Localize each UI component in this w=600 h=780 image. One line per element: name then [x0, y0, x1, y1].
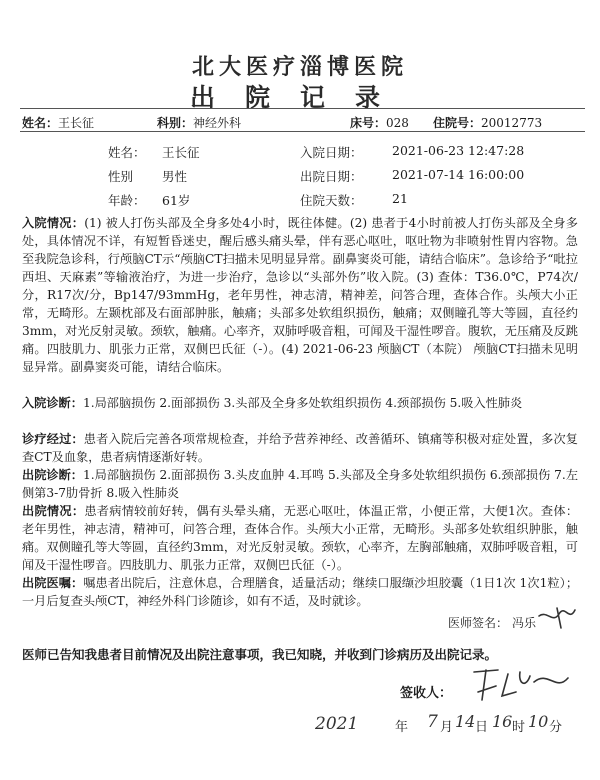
info-name-value: 王长征 [162, 145, 200, 160]
handwritten-hour: 16 [492, 712, 513, 731]
day-char: 日 [475, 720, 489, 735]
info-discharge-date-label: 出院日期： [300, 169, 363, 184]
doctor-signature-label: 医师签名： [448, 616, 509, 630]
admission-diagnosis-section: 入院诊断：1.局部脑损伤 2.面部损伤 3.头部及全身多处软组织损伤 4.颈部损伤 5.吸入性肺炎 [22, 396, 523, 410]
info-name-label: 姓名： [108, 145, 146, 160]
minute-char: 分 [549, 720, 563, 735]
hospital-name: 北大医疗淄博医院 [191, 54, 408, 80]
info-days-value: 21 [392, 191, 408, 206]
header-top-rule [20, 108, 585, 109]
info-age-value: 61岁 [162, 193, 191, 208]
receiver-signature [468, 662, 588, 706]
handwritten-minute: 10 [528, 712, 549, 731]
header-name: 姓名：王长征 [22, 116, 95, 130]
header-admission-number: 住院号：20012773 [433, 116, 543, 130]
header-bed: 床号：028 [350, 116, 409, 130]
handwritten-year: 2021 [315, 714, 359, 734]
hour-char: 时 [512, 720, 526, 735]
doctor-signature-name: 冯乐 [512, 616, 537, 630]
info-admit-date-label: 入院日期： [300, 145, 363, 160]
header-bottom-rule [20, 131, 585, 132]
receiver-label: 签收人： [400, 686, 453, 701]
discharge-status-section: 出院情况：患者病情较前好转，偶有头晕头痛，无恶心呕吐，体温正常，小便正常，大便1次。查体：老年男性，神志清，精神可，问答合理，查体合作。头颅大小正常，无畸形。头部多处软组织肿胀，触痛。双侧瞳孔等大等圆，直径约3mm，对光反射灵敏。颈软，心率齐，左胸部触痛，双肺呼吸音粗，可闻及干湿性啰音。四肢肌力、肌张力正常，双侧巴氏征（-）。 [22, 504, 579, 572]
info-age-label: 年龄： [108, 193, 146, 208]
handwritten-month: 7 [427, 712, 438, 732]
info-discharge-date-value: 2021-07-14 16:00:00 [392, 167, 525, 182]
notice-text: 医师已告知我患者目前情况及出院注意事项，我已知晓，并收到门诊病历及出院记录。 [22, 647, 498, 662]
year-char: 年 [395, 720, 409, 735]
handwritten-day: 14 [455, 712, 476, 731]
treatment-course-section: 诊疗经过：患者入院后完善各项常规检查，并给予营养神经、改善循环、镇痛等积极对症处置，多次复查CT及血象，患者病情逐渐好转。 [22, 432, 578, 464]
month-char: 月 [440, 720, 454, 735]
document-title: 出院记录 [189, 83, 410, 112]
admission-section: 入院情况：(1) 被人打伤头部及全身多处4小时，既往体健。(2) 患者于4小时前被人打伤头部及全身多处，具体情况不详，有短暂昏迷史，醒后感头痛头晕，伴有恶心呕吐，呕吐物为非喷射性胃内容物。急至我院急诊科，行颅脑CT示“颅脑CT扫描未见明显异常。副鼻窦炎可能，请结合临床”。急诊给予“吡拉西坦、天麻素”等输液治疗，为进一步治疗，急诊以“头部外伤”收入院。(3) 查体：T36.0℃，P74次/分，R17次/分，Bp147/93mmHg，老年男性，神志清，精神差，问答合理，查体合作。头颅大小正常，无畸形。左颞枕部及右面部肿胀，触痛；头部多处软组织损伤，触痛；双侧瞳孔等大等圆，直径约3mm，对光反射灵敏。颈软，触痛。心率齐，双肺呼吸音粗，可闻及干湿性啰音。腹软，无压痛及反跳痛。四肢肌力、肌张力正常，双侧巴氏征（-）。(4) 2021-06-23 颅脑CT（本院） 颅脑CT扫描未见明显异常。副鼻窦炎可能，请结合临床。 [22, 216, 578, 374]
discharge-orders-section: 出院医嘱：嘱患者出院后，注意休息，合理膳食，适量活动；继续口服缬沙坦胶囊（1日1次 1次1粒）；一月后复查头颅CT，神经外科门诊随诊，如有不适，及时就诊。 [22, 576, 579, 608]
info-admit-date-value: 2021-06-23 12:47:28 [392, 143, 525, 158]
discharge-diagnosis-section: 出院诊断：1.局部脑损伤 2.面部损伤 3.头皮血肿 4.耳鸣 5.头部及全身多处软组织损伤 6.颈部损伤 7.左侧第3-7肋骨折 8.吸入性肺炎 [22, 468, 579, 500]
header-department: 科别：神经外科 [157, 116, 242, 130]
doctor-signature-scribble [535, 604, 580, 630]
info-days-label: 住院天数： [300, 193, 363, 208]
info-sex-value: 男性 [162, 169, 188, 184]
info-sex-label: 性别 [108, 169, 134, 184]
